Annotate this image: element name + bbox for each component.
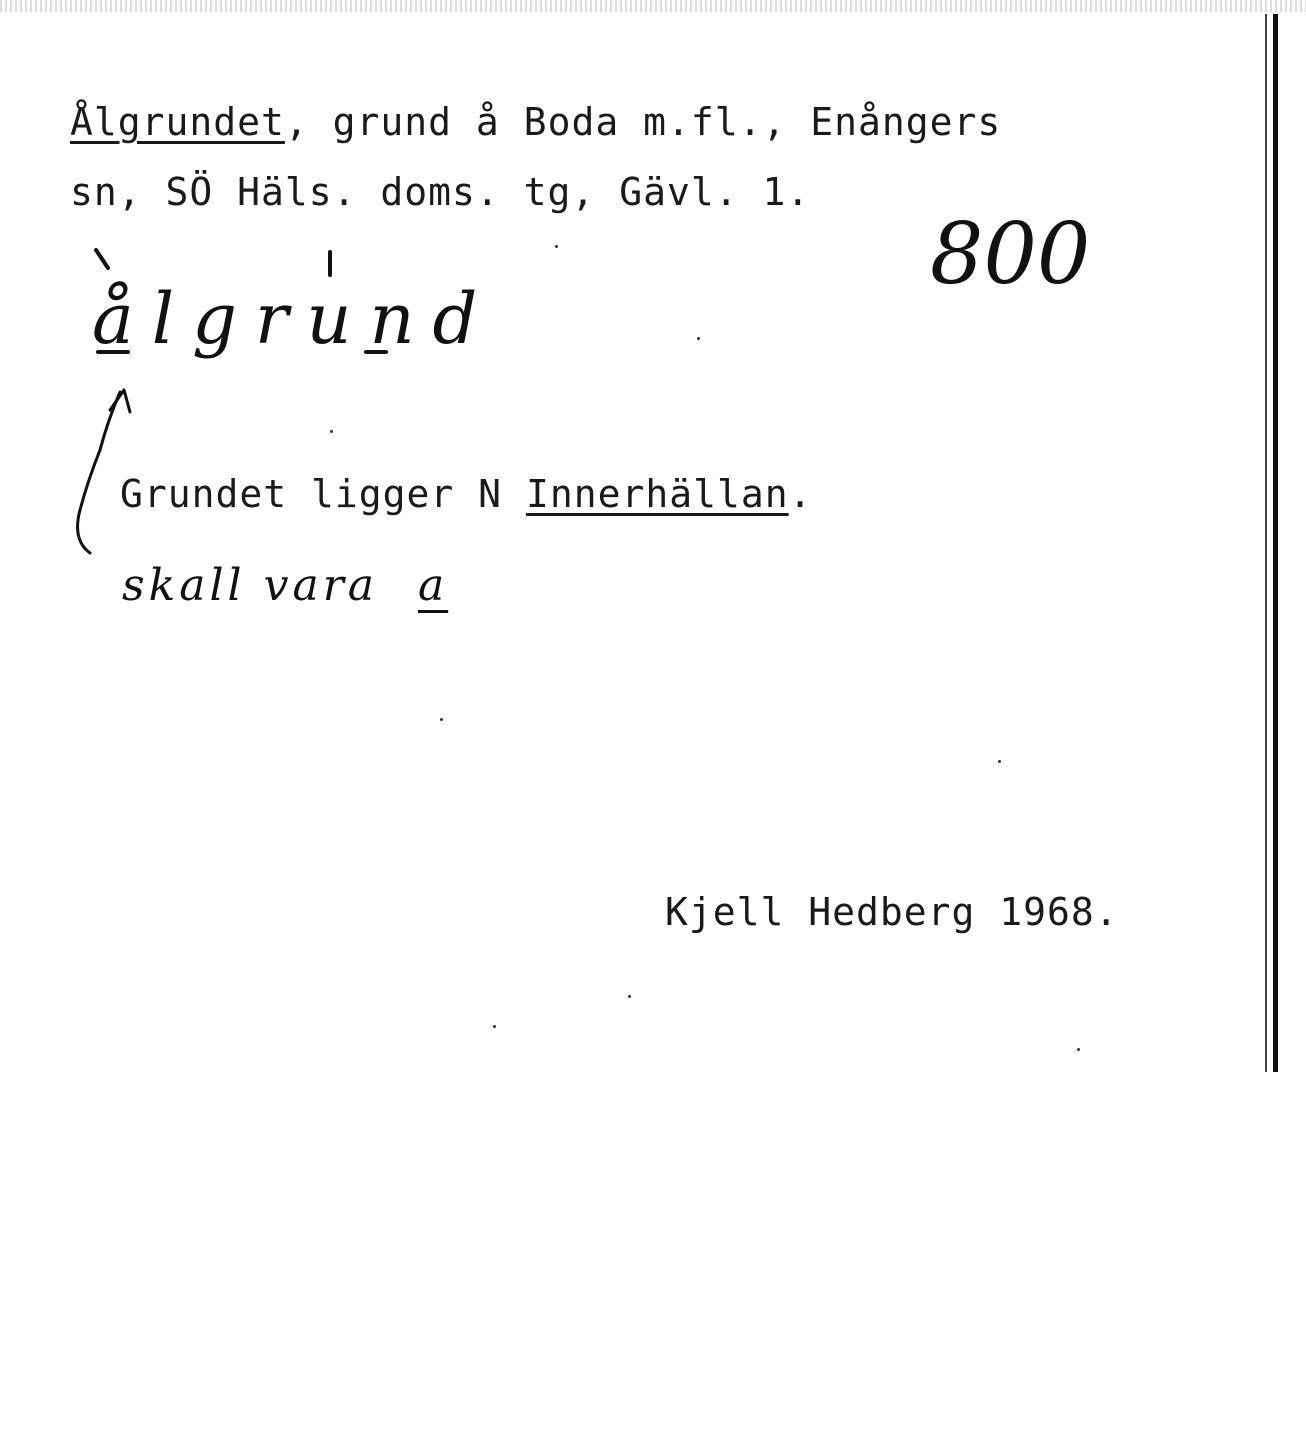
phonetic-transcription: ålgrund xyxy=(92,278,496,360)
scan-speck xyxy=(440,718,443,721)
scan-speck xyxy=(493,1025,496,1028)
scan-speck xyxy=(1077,1048,1080,1051)
handwritten-letter: a xyxy=(417,560,449,611)
bracket-arrow xyxy=(78,392,120,553)
scan-speck xyxy=(555,245,558,248)
place-description: , grund å Boda m.fl., Enångers xyxy=(284,100,1002,144)
scan-speck xyxy=(697,337,700,340)
handwritten-note: skall vara xyxy=(122,560,378,611)
place-name: Ålgrundet xyxy=(70,100,285,144)
scan-speck xyxy=(998,760,1001,763)
handwritten-number: 800 xyxy=(930,205,1091,303)
grave-accent-mark xyxy=(96,250,108,268)
scan-speck xyxy=(628,995,631,998)
note-place: Innerhällan xyxy=(525,472,789,516)
location-line: sn, SÖ Häls. doms. tg, Gävl. 1. xyxy=(70,170,811,214)
note-suffix: . xyxy=(788,472,813,516)
note-prefix: Grundet ligger N xyxy=(120,472,526,516)
signature: Kjell Hedberg 1968. xyxy=(665,890,1119,934)
scan-speck xyxy=(330,430,333,433)
